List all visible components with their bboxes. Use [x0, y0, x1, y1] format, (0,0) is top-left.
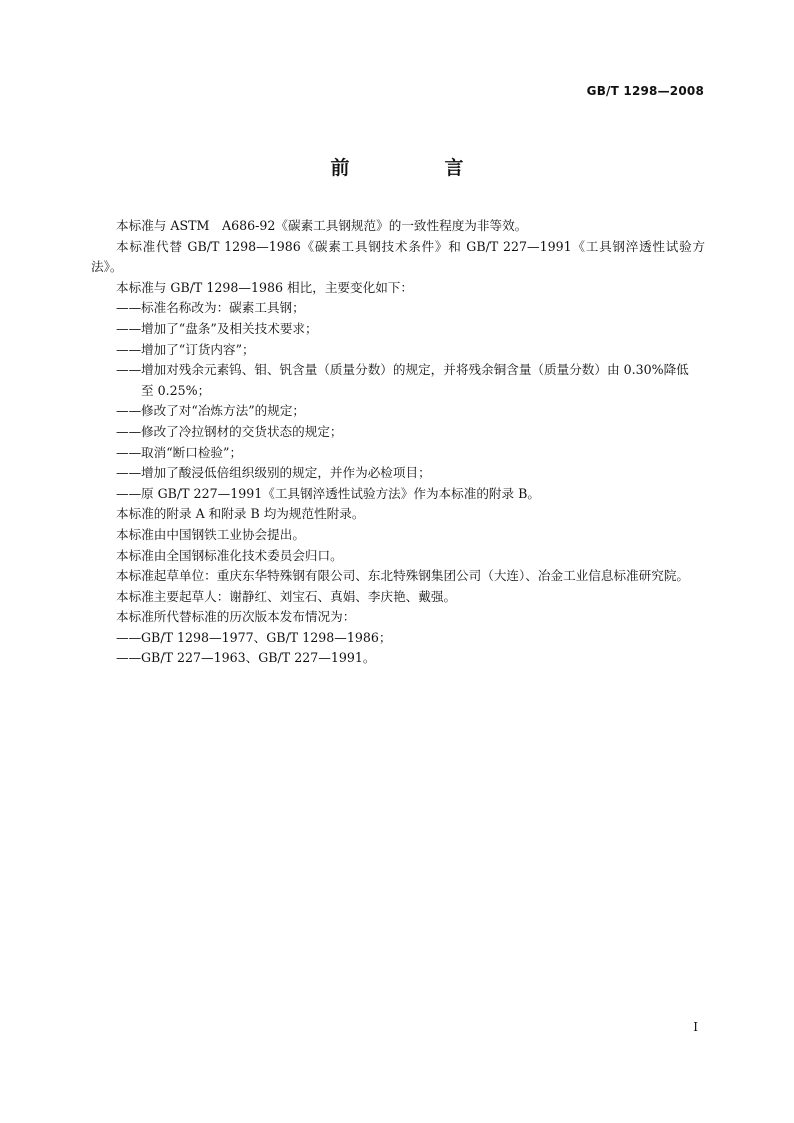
paragraph: 本标准由中国钢铁工业协会提出。: [116, 526, 305, 542]
list-item: [91, 628, 705, 649]
dash-mark: ——: [116, 629, 142, 645]
dash-mark: ——: [116, 341, 142, 357]
paragraph: 本标准主要起草人：谢静红、刘宝石、真娟、李庆艳、戴强。: [116, 588, 457, 604]
dash-mark: ——: [116, 300, 142, 316]
list-item: [91, 648, 705, 669]
list-item-continuation: 至 0.25%；: [141, 382, 211, 398]
paragraph: 本标准与 ASTM A686-92《碳素工具钢规范》的一致性程度为非等效。: [116, 218, 528, 233]
list-item-text: GB/T 1298—1977、GB/T 1298—1986；: [141, 629, 392, 645]
list-item: [91, 422, 705, 443]
paragraph: 本标准与 GB/T 1298—1986 相比，主要变化如下：: [116, 279, 413, 295]
list-item: [91, 340, 705, 361]
list-item-text: 增加了酸浸低倍组织级别的规定，并作为必检项目；: [141, 465, 431, 481]
dash-mark: ——: [116, 465, 142, 481]
list-item: [91, 484, 705, 505]
list-item: [91, 401, 705, 422]
dash-mark: ——: [116, 444, 142, 460]
dash-mark: ——: [116, 423, 142, 439]
document-body: [91, 216, 705, 669]
list-item: [91, 319, 705, 340]
list-item-text: 增加对残余元素钨、钼、钒含量（质量分数）的规定，并将残余铜含量（质量分数）由 0.30%降低: [141, 362, 689, 378]
paragraph: 本标准的附录 A 和附录 B 均为规范性附录。: [116, 506, 365, 522]
paragraph: 本标准代替 GB/T 1298—1986《碳素工具钢技术条件》和 GB/T 227—1991《工具钢淬透性试验方法》。: [91, 238, 705, 275]
list-item: [91, 298, 705, 319]
dash-mark: ——: [116, 362, 142, 378]
list-item-text: 原 GB/T 227—1991《工具钢淬透性试验方法》作为本标准的附录 B。: [141, 485, 540, 501]
paragraph: 本标准由全国钢标准化技术委员会归口。: [116, 547, 343, 563]
list-item-text: 增加了“盘条”及相关技术要求；: [141, 320, 318, 336]
standard-number: GB/T 1298—2008: [586, 84, 704, 98]
dash-mark: ——: [116, 650, 142, 666]
list-item: [91, 360, 705, 401]
list-item-text: 取消“断口检验”；: [141, 444, 243, 460]
page-number: I: [693, 1020, 698, 1034]
list-item: [91, 463, 705, 484]
list-item-text: 修改了冷拉钢材的交货状态的规定；: [141, 423, 343, 439]
paragraph: 本标准所代替标准的历次版本发布情况为：: [116, 609, 356, 625]
dash-mark: ——: [116, 403, 142, 419]
page-title: 前 言: [330, 157, 502, 179]
list-item-text: 修改了对“冶炼方法”的规定；: [141, 403, 306, 419]
dash-mark: ——: [116, 485, 142, 501]
list-item-text: 增加了“订货内容”；: [141, 341, 255, 357]
list-item: [91, 443, 705, 464]
list-item-text: 标准名称改为：碳素工具钢；: [141, 300, 305, 316]
paragraph: 本标准起草单位：重庆东华特殊钢有限公司、东北特殊钢集团公司（大连）、冶金工业信息标准研究院。: [116, 568, 690, 584]
dash-mark: ——: [116, 320, 142, 336]
list-item-text: GB/T 227—1963、GB/T 227—1991。: [141, 650, 376, 666]
